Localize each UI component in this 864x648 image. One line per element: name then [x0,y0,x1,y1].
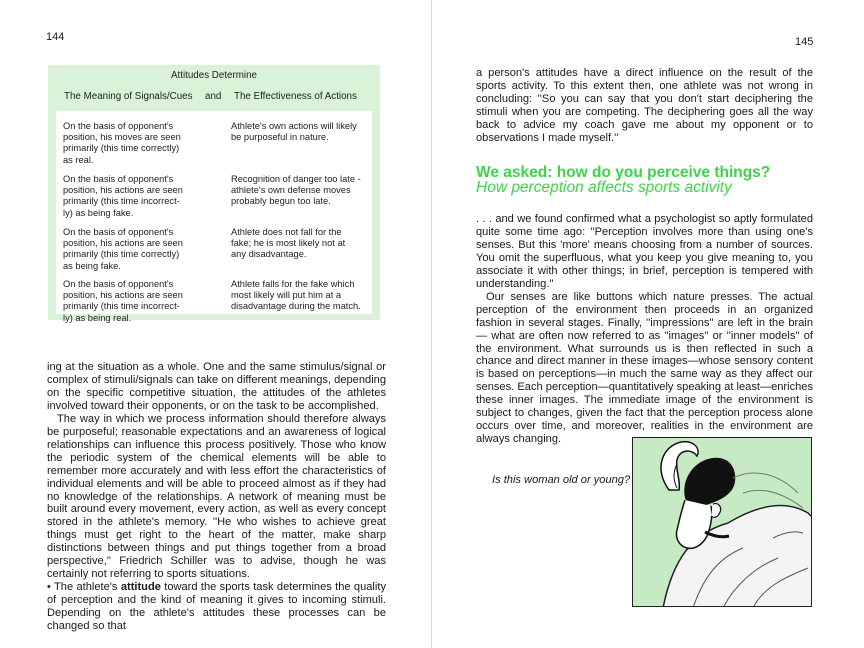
paragraph: The way in which we process information should therefore always be purposeful; reasonable expectations and an awareness of logical relationships can influence this process positively. Those who know the periodic system of the chemical elements will be able to remember more accurately and with less effort the characteristics of individual elements and will be able to proceed almost as if they had no knowledge of the relationships. A network of meaning must be built around every movement, every action, as well as every concept stored in the athlete's memory. ''He who wishes to achieve great things must get right to the heart of the matter, make sharp distinctions between things and put things together from a broad perspective,'' Friedrich Schiller was to advise, though he was certainly not referring to sports situations. [47,412,386,581]
cell-line: primarily (this time incorrect- [63,301,180,312]
cell-line: ly) as being real. [63,312,132,323]
heading-subtitle: How perception affects sports activity [476,179,732,196]
cell-line: Athlete does not fall for the [231,227,342,237]
table-body [56,111,372,323]
illustration-caption: Is this woman old or young? [492,474,631,486]
cell-line: Athlete's own actions will likely [231,121,357,131]
right-page-number: 145 [795,36,814,48]
cell-line: On the basis of opponent's [63,174,174,184]
cell-line: athlete's own defense moves [231,185,351,196]
right-body-text [476,213,813,446]
cell-line: most likely will put him at a [231,290,342,301]
table-header-effectiveness: The Effectiveness of Actions [234,91,357,102]
table-cell-meaning [63,174,195,219]
paragraph-continuation: toward the sports task determines the quality of perception and the kind of meaning it gives to incoming stimuli. Depending on the athlete's attitudes these processes can be changed so that [47,581,386,633]
bold-term: attitude [120,581,161,594]
cell-line: fake; he is most likely not at [231,238,346,249]
paragraph-attitude [47,581,386,633]
table-cell-meaning [63,121,195,166]
cell-line: be purposeful in nature. [231,132,329,143]
spread-divider [431,0,432,648]
cell-line: primarily (this time correctly) [63,143,180,154]
cell-line: as real. [63,154,94,165]
left-page-number: 144 [46,31,65,43]
table-cell-effectiveness [231,227,371,261]
cell-line: position, his moves are seen [63,132,181,143]
cell-line: ly) as being fake. [63,207,134,218]
cell-line: On the basis of opponent's [63,121,174,131]
cell-line: probably begun too late. [231,196,331,207]
cell-line: position, his actions are seen [63,238,183,249]
cell-line: disadvantage during the match. [231,301,361,312]
table-cell-effectiveness [231,121,371,143]
paragraph: ing at the situation as a whole. One and the same stimulus/signal or complex of stimuli/signals can take on different meanings, depending on the specific competitive situation, the attitudes of the athletes involved toward their opponents, or on the task to be accomplished. [47,361,386,412]
cell-line: position, his actions are seen [63,185,183,196]
table-cell-meaning [63,279,195,324]
cell-line: On the basis of opponent's [63,227,174,237]
paragraph: a person's attitudes have a direct influence on the result of the sports activity. To this extent then, one athlete was not wrong in concluding: ''So you can say that you don't start deciphering the stimuli when you are competing. The deciphering goes all the way back to advice my coach gave me about my opponent or to observations I made myself.'' [476,67,813,144]
old-young-woman-illustration [632,437,812,607]
paragraph: . . . and we found confirmed what a psychologist so aptly formulated quite some time ago: ''Perception involves more than using one's senses. But this 'more' means choosing from a number of sources. You omit the superfluous, what you keep you give meaning to, you associate it with other things; in brief, perception is tempered with understanding.'' [476,213,813,290]
table-cell-meaning [63,227,195,272]
table-cell-effectiveness [231,279,371,313]
bullet-text: • The athlete's [47,581,121,594]
table-title: Attitudes Determine [170,70,258,81]
cell-line: primarily (this time incorrect- [63,196,180,207]
table-cell-effectiveness [231,174,371,208]
left-body-text [47,361,386,633]
cell-line: any disadvantage. [231,249,307,260]
illusion-drawing [633,438,812,607]
heading-title: We asked: how do you perceive things? [476,164,771,181]
paragraph: Our senses are like buttons which nature presses. The actual perception of the environment then proceeds in an organized fashion in several stages. Finally, ''impressions'' are left in the brain — what are often now referred to as ''images'' or ''inner models'' of the environment. What surrounds us is then reflected in such a chance and direct manner in these images—whose sensory content is based on perceptions—in much the same way as they affect our senses. Each perception—quantitatively speaking at least—enriches these inner images. The immediate image of the environment is subject to changes, given the fact that the perception process alone occurs over time, and moreover, realities in the environment are always changing. [476,290,813,446]
cell-line: Athlete falls for the fake which [231,279,355,289]
cell-line: position, his actions are seen [63,290,183,301]
table-header-and: and [205,91,222,102]
cell-line: primarily (this time correctly) [63,249,180,260]
cell-line: as being fake. [63,260,121,271]
cell-line: Recognition of danger too late - [231,174,361,184]
table-header-meaning: The Meaning of Signals/Cues [64,91,193,102]
section-heading [476,165,836,196]
cell-line: On the basis of opponent's [63,279,174,289]
attitudes-table [48,65,380,323]
right-top-text [476,67,813,145]
